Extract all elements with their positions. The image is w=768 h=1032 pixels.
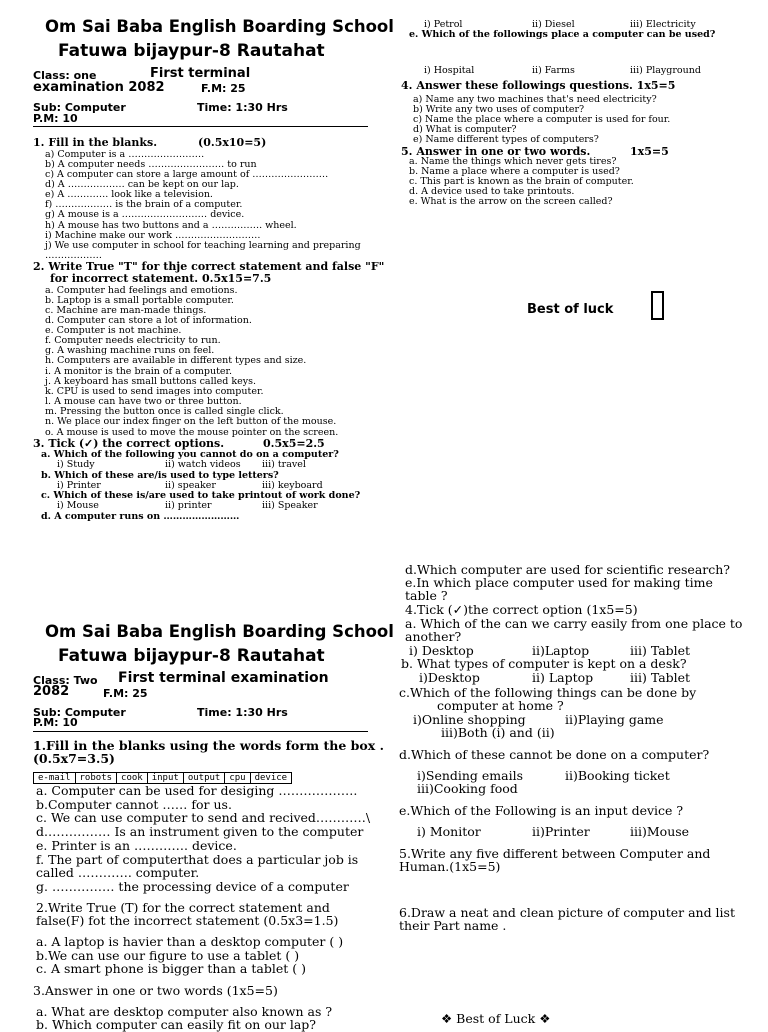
list-item: e.In which place computer used for making time	[405, 575, 713, 590]
q4-title-2: 4.Tick (✓)the correct option (1x5=5)	[405, 602, 638, 617]
list-item: c. Machine are man-made things.	[45, 305, 207, 316]
list-item: a. Computer can be used for desiging ……………….	[36, 783, 358, 798]
option[interactable]: i) Study	[57, 459, 95, 470]
q5-title-3: Human.(1x5=5)	[399, 859, 501, 874]
q2-title: 2. Write True "T" for thje correct statement and false "F"	[33, 260, 385, 273]
school-name-2: Om Sai Baba English Boarding School	[45, 622, 394, 641]
option[interactable]: iii) Tablet	[630, 670, 691, 685]
list-item: f. The part of computerthat does a particular job is	[36, 852, 359, 867]
list-item: a) Name any two machines that's need electricity?	[413, 94, 657, 105]
full-marks-2: F.M: 25	[103, 687, 148, 700]
divider-2	[33, 731, 368, 732]
list-item: b. What types of computer is kept on a desk?	[401, 656, 687, 671]
list-item: b.Computer cannot …… for us.	[36, 797, 232, 812]
school-name: Om Sai Baba English Boarding School	[45, 17, 394, 36]
word-item: robots	[75, 773, 117, 784]
list-item: e. Computer is not machine.	[45, 325, 182, 336]
list-item: d) What is computer?	[413, 124, 517, 135]
subject-2: Sub: Computer	[33, 706, 126, 719]
option[interactable]: ii) watch videos	[165, 459, 241, 470]
exam-title-2: examination 2082	[33, 80, 165, 95]
q1-marks-2: (0.5x7=3.5)	[33, 751, 115, 766]
list-item: c) A computer can store a large amount of ……………………	[45, 169, 329, 180]
option[interactable]: iii)Cooking food	[417, 781, 518, 796]
list-item: i. A monitor is the brain of a computer.	[45, 366, 233, 377]
list-item: e) Name different types of computers?	[413, 134, 599, 145]
list-item: d.Which of these cannot be done on a computer?	[399, 747, 710, 762]
exam-title: First terminal	[150, 66, 251, 81]
list-item: a. What are desktop computer also known as ?	[36, 1004, 333, 1019]
option[interactable]: i)Sending emails	[417, 768, 524, 783]
list-item: k. CPU is used to send images into computer.	[45, 386, 264, 397]
option[interactable]: i) Hospital	[424, 65, 475, 76]
q3e: e. Which of the followings place a computer can be used?	[409, 29, 716, 40]
full-marks: F.M: 25	[201, 82, 246, 95]
list-item: h) A mouse has two buttons and a ……………. wheel.	[45, 220, 297, 231]
option[interactable]: iii) keyboard	[262, 480, 323, 491]
divider	[33, 126, 368, 127]
list-item: g. …………… the processing device of a computer	[36, 879, 349, 894]
option[interactable]: i) Mouse	[57, 500, 99, 511]
option[interactable]: ii)Printer	[532, 824, 590, 839]
option[interactable]: iii) Tablet	[630, 643, 691, 658]
list-item: d. A device used to take printouts.	[409, 186, 575, 197]
list-item: f. Computer needs electricity to run.	[45, 335, 221, 346]
q5-marks: 1x5=5	[630, 145, 669, 158]
option[interactable]: iii) Electricity	[630, 19, 696, 30]
list-item: another?	[405, 629, 462, 644]
list-item: e) A …………. look like a television.	[45, 189, 213, 200]
q3c: c. Which of these is/are used to take printout of work done?	[41, 490, 361, 501]
list-item: h. Computers are available in different types and size.	[45, 355, 307, 366]
list-item: e.Which of the Following is an input device ?	[399, 803, 684, 818]
list-item: c. A smart phone is bigger than a tablet ( )	[36, 961, 306, 976]
option[interactable]: i)Online shopping	[413, 712, 526, 727]
class-label: Class: one	[33, 69, 97, 82]
word-item: output	[183, 773, 225, 784]
list-item: m. Pressing the button once is called single click.	[45, 406, 284, 417]
best-of-luck-2: ❖ Best of Luck ❖	[441, 1011, 551, 1026]
list-item: d) A ……………… can be kept on our lap.	[45, 179, 239, 190]
class-label-2: Class: Two	[33, 674, 98, 687]
q6-title: 6.Draw a neat and clean picture of computer and list	[399, 905, 735, 920]
pass-marks-2: P.M: 10	[33, 716, 78, 729]
school-address-2: Fatuwa bijaypur-8 Rautahat	[58, 646, 325, 666]
time-2: Time: 1:30 Hrs	[197, 706, 288, 719]
list-item: j) We use computer in school for teaching learning and preparing	[45, 240, 361, 251]
list-item: b.We can use our figure to use a tablet ( )	[36, 948, 300, 963]
option[interactable]: iii) Playground	[630, 65, 701, 76]
list-item: called …………. computer.	[36, 865, 200, 880]
list-item: table ?	[405, 588, 448, 603]
option[interactable]: ii) printer	[165, 500, 212, 511]
list-item: o. A mouse is used to move the mouse pointer on the screen.	[45, 427, 339, 438]
list-item: a. A laptop is havier than a desktop computer ( )	[36, 934, 344, 949]
q1-marks: (0.5x10=5)	[198, 136, 267, 149]
school-address: Fatuwa bijaypur-8 Rautahat	[58, 41, 325, 61]
q2-title-3: false(F) fot the incorrect statement (0.5x3=1.5)	[36, 913, 339, 928]
q3-marks: 0.5x5=2.5	[263, 437, 325, 450]
q5-title: 5. Answer in one or two words.	[401, 145, 591, 158]
q2-title-2: for incorrect statement. 0.5x15=7.5	[50, 272, 272, 285]
option[interactable]: i) Desktop	[409, 643, 474, 658]
q6-title-2: their Part name .	[399, 918, 507, 933]
subject: Sub: Computer	[33, 101, 126, 114]
list-item: a) Computer is a ……………………	[45, 149, 205, 160]
q1-title-2: 1.Fill in the blanks using the words form the box .	[33, 738, 384, 753]
list-item: d.Which computer are used for scientific research?	[405, 562, 730, 577]
exam-year: 2082	[33, 684, 70, 699]
list-item: n. We place our index finger on the left button of the mouse.	[45, 416, 337, 427]
option[interactable]: iii)Both (i) and (ii)	[441, 725, 555, 740]
word-item: cpu	[225, 773, 250, 784]
list-item: ………………	[45, 250, 102, 261]
list-item: c) Name the place where a computer is used for four.	[413, 114, 671, 125]
q3-title: 3. Tick (✓) the correct options.	[33, 437, 225, 450]
word-item: cook	[117, 773, 148, 784]
word-item: e-mail	[34, 773, 76, 784]
list-item: c. This part is known as the brain of computer.	[409, 176, 634, 187]
word-item: input	[147, 773, 183, 784]
list-item: b. Laptop is a small portable computer.	[45, 295, 234, 306]
list-item: b. Which computer can easily fit on our lap?	[36, 1017, 317, 1032]
q2-title-2: 2.Write True (T) for the correct statement and	[36, 900, 330, 915]
list-item: j. A keyboard has small buttons called keys.	[45, 376, 257, 387]
q3d: d. A computer runs on ……………………	[41, 511, 240, 522]
list-item: g) A mouse is a ……………………… device.	[45, 209, 245, 220]
list-item: b) A computer needs …………………… to run	[45, 159, 257, 170]
q3a: a. Which of the following you cannot do on a computer?	[41, 449, 339, 460]
option[interactable]: ii) speaker	[165, 480, 216, 491]
option[interactable]: iii)Mouse	[630, 824, 690, 839]
exam-title-3: First terminal examination	[118, 670, 329, 686]
list-item: l. A mouse can have two or three button.	[45, 396, 242, 407]
option[interactable]: ii)Booking ticket	[565, 768, 670, 783]
list-item: b. Name a place where a computer is used?	[409, 166, 620, 177]
list-item: b) Write any two uses of computer?	[413, 104, 585, 115]
list-item: e. What is the arrow on the screen called?	[409, 196, 613, 207]
q4-title: 4. Answer these followings questions. 1x5=5	[401, 79, 676, 92]
time: Time: 1:30 Hrs	[197, 101, 288, 114]
list-item: a. Computer had feelings and emotions.	[45, 285, 238, 296]
q5-title-2: 5.Write any five different between Computer and	[399, 846, 711, 861]
list-item: d. Computer can store a lot of information.	[45, 315, 252, 326]
option[interactable]: iii) Speaker	[262, 500, 318, 511]
option[interactable]: i) Printer	[57, 480, 101, 491]
word-item: device	[250, 773, 292, 784]
box-glyph-icon	[651, 291, 664, 320]
q3b: b. Which of these are/is used to type letters?	[41, 470, 279, 481]
list-item: e. Printer is an …………. device.	[36, 838, 237, 853]
option[interactable]: ii) Diesel	[532, 19, 575, 30]
list-item: c.Which of the following things can be done by	[399, 685, 697, 700]
list-item: c. We can use computer to send and recived…………\	[36, 810, 371, 825]
option[interactable]: ii)Laptop	[532, 643, 590, 658]
option[interactable]: i) Petrol	[424, 19, 463, 30]
option[interactable]: ii) Farms	[532, 65, 575, 76]
list-item: f) ……………… is the brain of a computer.	[45, 199, 243, 210]
list-item: i) Machine make our work ………………………	[45, 230, 261, 241]
option[interactable]: ii)Playing game	[565, 712, 664, 727]
q1-title: 1. Fill in the blanks.	[33, 136, 158, 149]
list-item: a. Which of the can we carry easily from one place to	[405, 616, 743, 631]
q3-title-2: 3.Answer in one or two words (1x5=5)	[33, 983, 278, 998]
list-item: d.…………… Is an instrument given to the computer	[36, 824, 364, 839]
option[interactable]: i)Desktop	[419, 670, 480, 685]
list-item: g. A washing machine runs on feel.	[45, 345, 215, 356]
pass-marks: P.M: 10	[33, 112, 78, 125]
option[interactable]: ii) Laptop	[532, 670, 594, 685]
list-item: a. Name the things which never gets tires?	[409, 156, 617, 167]
option[interactable]: i) Monitor	[417, 824, 481, 839]
best-of-luck: Best of luck	[527, 302, 614, 317]
list-item: computer at home ?	[437, 698, 564, 713]
option[interactable]: iii) travel	[262, 459, 306, 470]
